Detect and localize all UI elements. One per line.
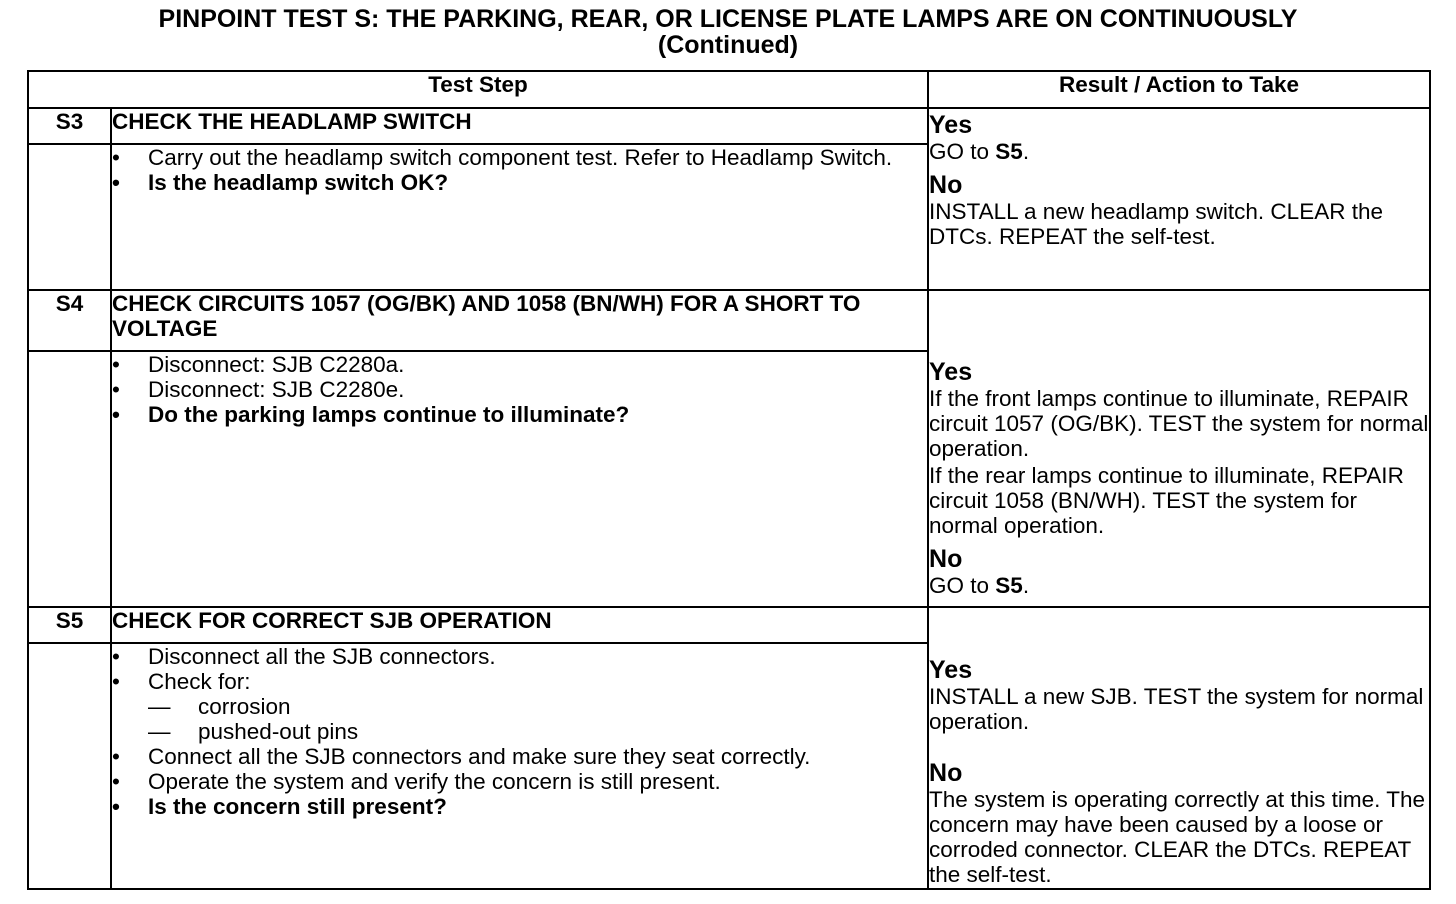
page-title [0, 6, 1456, 58]
list-item: • Is the headlamp switch OK? [112, 170, 449, 195]
no-label: No [929, 545, 963, 573]
step-s4-details [111, 351, 928, 607]
yes-action-front: If the front lamps continue to illuminate, REPAIR circuit 1057 (OG/BK). TEST the system for normal operation. [929, 386, 1429, 461]
yes-action: INSTALL a new SJB. TEST the system for normal operation. [929, 684, 1424, 734]
header-result: Result / Action to Take [928, 71, 1430, 108]
step-s5-details [111, 643, 928, 889]
step-id: S5 [28, 607, 111, 643]
step-id: S3 [28, 108, 111, 144]
list-item: • Disconnect all the SJB connectors. [112, 644, 496, 669]
list-item: • Check for: [112, 669, 251, 694]
step-s4-title-row [28, 290, 1430, 351]
list-item: • Disconnect: SJB C2280a. [112, 352, 405, 377]
no-label: No [929, 759, 963, 787]
step-title: CHECK FOR CORRECT SJB OPERATION [111, 607, 928, 643]
no-action: The system is operating correctly at this time. The concern may have been caused by a loose or corroded connector. CLEAR the DTCs. REPEAT the self-test. [929, 787, 1426, 887]
header-test-step: Test Step [28, 71, 928, 108]
step-ref: S5 [995, 139, 1023, 164]
list-item: • Disconnect: SJB C2280e. [112, 377, 405, 402]
pinpoint-test-table [27, 70, 1431, 890]
no-action: GO to S5. [929, 573, 1030, 598]
step-s4-result [928, 290, 1430, 607]
list-item: • Do the parking lamps continue to illuminate? [112, 402, 630, 427]
no-label: No [929, 171, 963, 199]
list-item: • Operate the system and verify the concern is still present. [112, 769, 721, 794]
list-item: • Carry out the headlamp switch component test. Refer to Headlamp Switch. [112, 145, 893, 170]
step-s5-result [928, 607, 1430, 889]
step-title: CHECK THE HEADLAMP SWITCH [111, 108, 928, 144]
step-s5-title-row [28, 607, 1430, 643]
step-s3-result [928, 108, 1430, 290]
yes-action-rear: If the rear lamps continue to illuminate, REPAIR circuit 1058 (BN/WH). TEST the system for normal operation. [929, 463, 1404, 538]
no-action: INSTALL a new headlamp switch. CLEAR the DTCs. REPEAT the self-test. [929, 199, 1383, 249]
yes-action: GO to S5. [929, 139, 1030, 164]
yes-label: Yes [929, 111, 973, 139]
yes-label: Yes [929, 358, 973, 386]
step-ref: S5 [995, 573, 1023, 598]
step-title: CHECK CIRCUITS 1057 (OG/BK) AND 1058 (BN/WH) FOR A SHORT TO VOLTAGE [111, 290, 928, 351]
step-s3-details [111, 144, 928, 290]
header-row [28, 71, 1430, 108]
list-subitem: — corrosion [148, 694, 291, 719]
step-id: S4 [28, 290, 111, 351]
yes-label: Yes [929, 656, 973, 684]
list-subitem: — pushed-out pins [148, 719, 359, 744]
title-line-1: PINPOINT TEST S: THE PARKING, REAR, OR LICENSE PLATE LAMPS ARE ON CONTINUOUSLY [158, 5, 1298, 33]
list-item: • Is the concern still present? [112, 794, 447, 819]
step-s3-title-row [28, 108, 1430, 144]
title-line-2: (Continued) [657, 31, 799, 59]
list-item: • Connect all the SJB connectors and make sure they seat correctly. [112, 744, 811, 769]
